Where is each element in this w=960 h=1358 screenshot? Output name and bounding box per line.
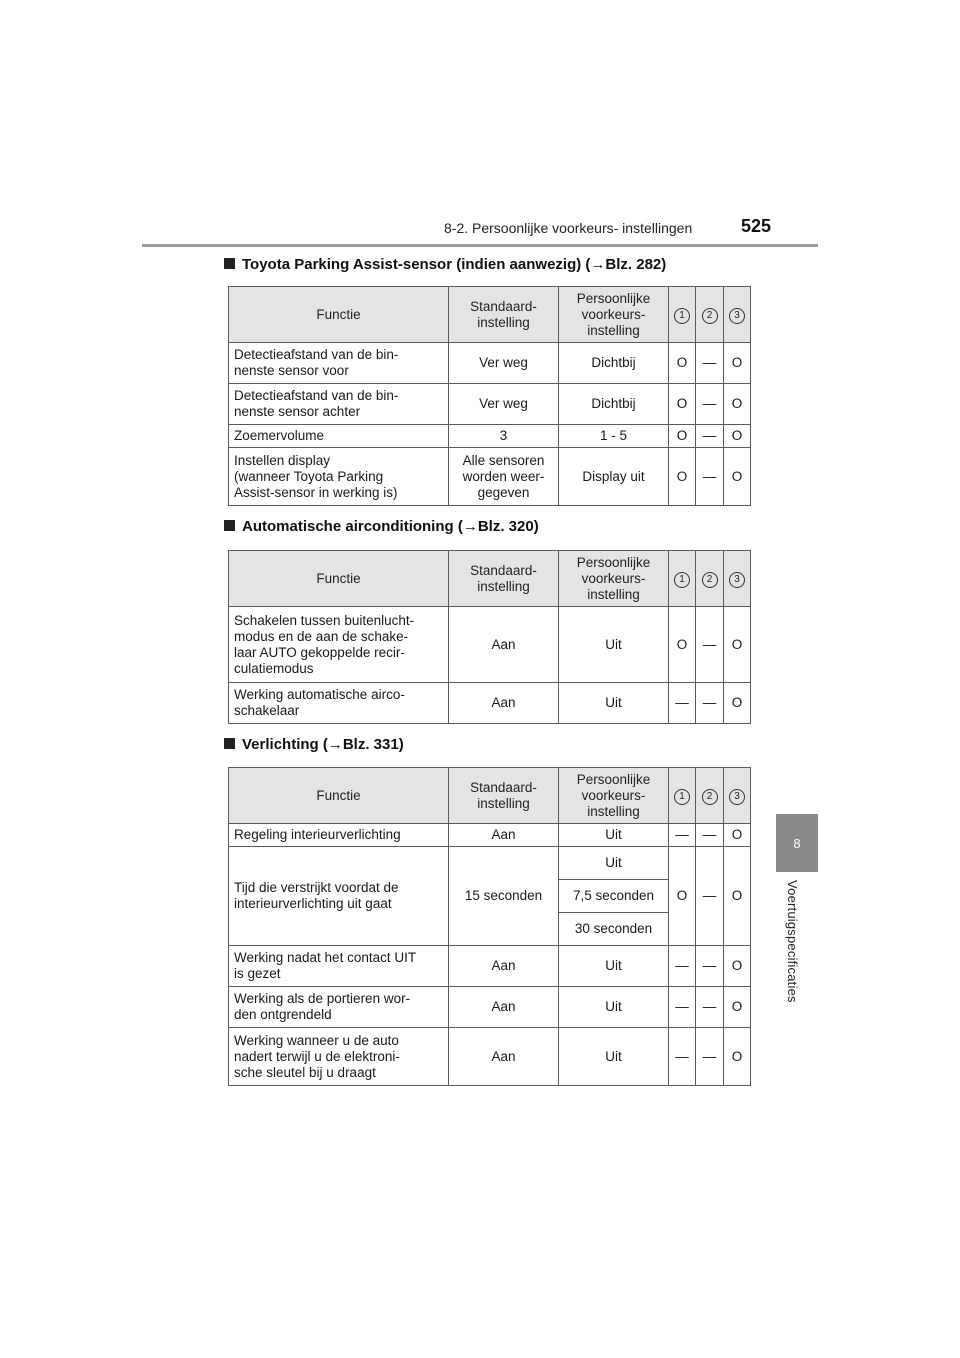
header-col-3 xyxy=(724,551,751,607)
airconditioning-table xyxy=(228,550,751,724)
header-col-1 xyxy=(669,287,696,343)
page-number: 525 xyxy=(741,216,772,236)
table-row: Werking nadat het contact UIT is gezet Aan Uit — — O xyxy=(229,946,751,987)
header-custom: Persoonlijke voorkeurs- instelling xyxy=(559,287,669,343)
header-function: Functie xyxy=(229,551,449,607)
section-title-airconditioning: Automatische airconditioning (→Blz. 320) xyxy=(224,518,539,535)
header-col-1 xyxy=(669,551,696,607)
header-section-title: 8-2. Persoonlijke voorkeurs- instellingen xyxy=(444,220,693,236)
chapter-label: Voertuigspecificaties xyxy=(785,880,800,1003)
header-default: Standaard- instelling xyxy=(449,768,559,824)
table-row: Regeling interieurverlichting Aan Uit — — O xyxy=(229,824,751,847)
table-row: Werking als de portieren wor- den ontgrendeld Aan Uit — — O xyxy=(229,987,751,1028)
table-row: Werking automatische airco- schakelaar Aan Uit — — O xyxy=(229,683,751,724)
header-default: Standaard- instelling xyxy=(449,287,559,343)
square-bullet-icon xyxy=(224,258,235,269)
circled-2-icon: 2 xyxy=(702,789,718,805)
table-header-row xyxy=(229,768,751,824)
table-row: Detectieafstand van de bin- nenste sensor achter Ver weg Dichtbij O — O xyxy=(229,384,751,425)
table-header-row xyxy=(229,287,751,343)
lighting-table xyxy=(228,767,751,1086)
header-col-1 xyxy=(669,768,696,824)
custom-option: 7,5 seconden xyxy=(559,880,669,913)
chapter-tab xyxy=(776,814,818,872)
circled-3-icon: 3 xyxy=(729,789,745,805)
circled-3-icon: 3 xyxy=(729,308,745,324)
table-row: Werking wanneer u de auto nadert terwijl u de elektroni- sche sleutel bij u draagt Aan Uit — — O xyxy=(229,1028,751,1086)
custom-option: 30 seconden xyxy=(559,913,669,946)
header-default: Standaard- instelling xyxy=(449,551,559,607)
header-col-3 xyxy=(724,768,751,824)
header-divider xyxy=(142,244,818,247)
section-title-parking-assist: Toyota Parking Assist-sensor (indien aanwezig) (→Blz. 282) xyxy=(224,256,666,273)
square-bullet-icon xyxy=(224,738,235,749)
header-custom: Persoonlijke voorkeurs- instelling xyxy=(559,551,669,607)
custom-option: Uit xyxy=(559,847,669,880)
header-col-2 xyxy=(696,287,724,343)
table-row: Instellen display (wanneer Toyota Parking Assist-sensor in werking is) Alle sensoren worden weer- gegeven Display uit O — O xyxy=(229,448,751,506)
circled-2-icon: 2 xyxy=(702,308,718,324)
circled-1-icon: 1 xyxy=(674,308,690,324)
header-col-3 xyxy=(724,287,751,343)
square-bullet-icon xyxy=(224,520,235,531)
table-row: Zoemervolume 3 1 - 5 O — O xyxy=(229,425,751,448)
section-title-lighting: Verlichting (→Blz. 331) xyxy=(224,736,404,753)
table-row: Tijd die verstrijkt voordat de interieurverlichting uit gaat 15 seconden Uit O — O xyxy=(229,847,751,880)
circled-3-icon: 3 xyxy=(729,572,745,588)
circled-1-icon: 1 xyxy=(674,789,690,805)
header-col-2 xyxy=(696,551,724,607)
circled-2-icon: 2 xyxy=(702,572,718,588)
header-col-2 xyxy=(696,768,724,824)
table-row: Detectieafstand van de bin- nenste sensor voor Ver weg Dichtbij O — O xyxy=(229,343,751,384)
table-row: Schakelen tussen buitenlucht- modus en de aan de schake- laar AUTO gekoppelde recir- culatiemodus Aan Uit O — O xyxy=(229,607,751,683)
header-function: Functie xyxy=(229,287,449,343)
parking-assist-table xyxy=(228,286,751,506)
chapter-number: 8 xyxy=(793,835,801,851)
header-custom: Persoonlijke voorkeurs- instelling xyxy=(559,768,669,824)
circled-1-icon: 1 xyxy=(674,572,690,588)
header-function: Functie xyxy=(229,768,449,824)
table-header-row xyxy=(229,551,751,607)
